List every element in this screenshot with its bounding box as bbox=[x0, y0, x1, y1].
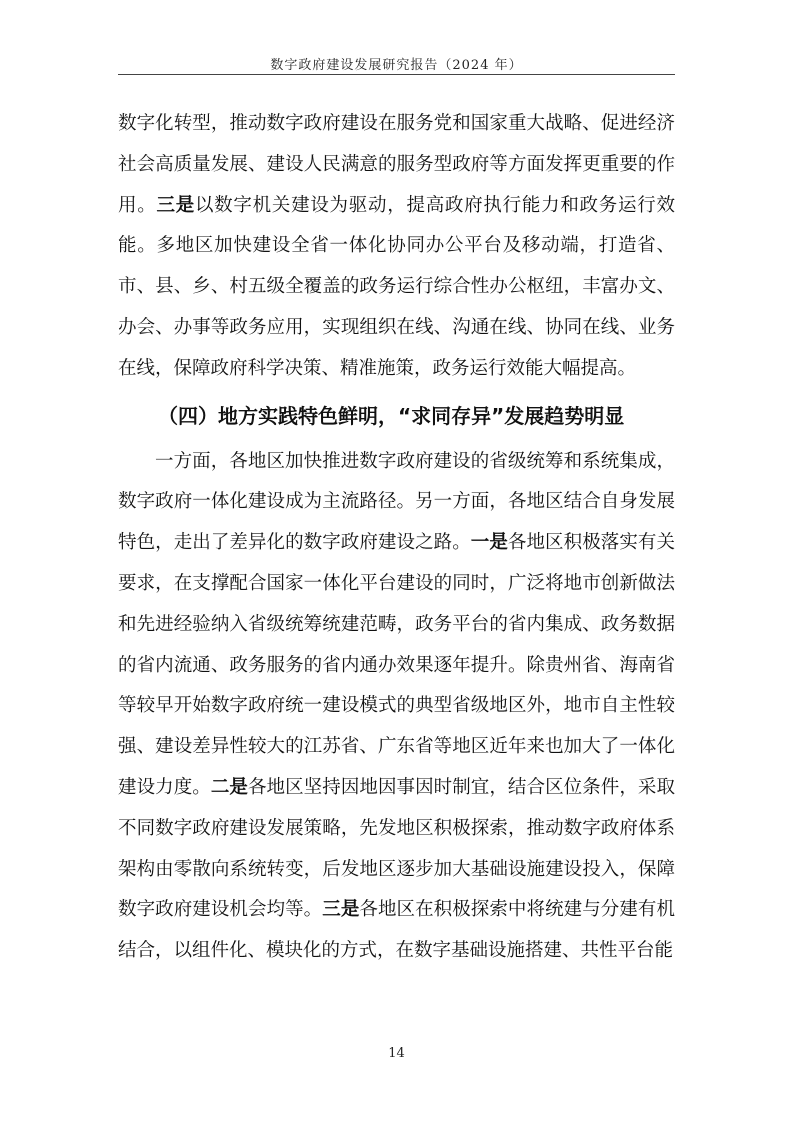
paragraph-2 bbox=[118, 442, 675, 972]
page-number: 14 bbox=[388, 1046, 405, 1061]
paragraph-2-segment-1: 一方面，各地区加快推进数字政府建设的省级统筹和系统集成，数字政府一体化建设成为主流路径。另一方面，各地区结合自身发展特色，走出了差异化的数字政府建设之路。 bbox=[118, 450, 675, 554]
header-rule bbox=[118, 74, 675, 75]
paragraph-2-segment-2: 各地区积极落实有关要求，在支撑配合国家一体化平台建设的同时，广泛将地市创新做法和先进经验纳入省级统筹统建范畴，政务平台的省内集成、政务数据的省内流通、政务服务的省内通办效果逐年提升。除贵州省、海南省等较早开始数字政府统一建设模式的典型省级地区外，地市自主性较强、建设差异性较大的江苏省、广东省等地区近年来也加大了一体化建设力度。 bbox=[118, 532, 675, 798]
paragraph-2-bold-1: 一是 bbox=[470, 532, 508, 554]
paragraph-2-segment-3: 各地区坚持因地因事因时制宜，结合区位条件，采取不同数字政府建设发展策略，先发地区积极探索，推动数字政府体系架构由零散向系统转变，后发地区逐步加大基础设施建设投入，保障数字政府建设机会均等。 bbox=[118, 776, 675, 921]
paragraph-1-segment-2: 以数字机关建设为驱动，提高政府执行能力和政务运行效能。多地区加快建设全省一体化协同办公平台及移动端，打造省、市、县、乡、村五级全覆盖的政务运行综合性办公枢纽，丰富办文、办会、办事等政务应用，实现组织在线、沟通在线、协同在线、业务在线，保障政府科学决策、精准施策，政务运行效能大幅提高。 bbox=[118, 194, 675, 379]
paragraph-2-bold-3: 三是 bbox=[322, 899, 360, 921]
running-header: 数字政府建设发展研究报告（2024 年） bbox=[270, 58, 523, 73]
paragraph-1-bold-1: 三是 bbox=[156, 194, 195, 216]
body-text bbox=[118, 104, 675, 972]
paragraph-1 bbox=[118, 104, 675, 390]
paragraph-1-segment-1: 数字化转型，推动数字政府建设在服务党和国家重大战略、促进经济社会高质量发展、建设人民满意的服务型政府等方面发挥更重要的作用。 bbox=[118, 113, 675, 216]
paragraph-2-bold-2: 二是 bbox=[210, 776, 248, 798]
section-heading: （四）地方实践特色鲜明，“求同存异”发展趋势明显 bbox=[158, 403, 625, 428]
paragraph-2-segment-4: 各地区在积极探索中将统建与分建有机结合，以组件化、模块化的方式，在数字基础设施搭建、共性平台能 bbox=[118, 899, 675, 962]
